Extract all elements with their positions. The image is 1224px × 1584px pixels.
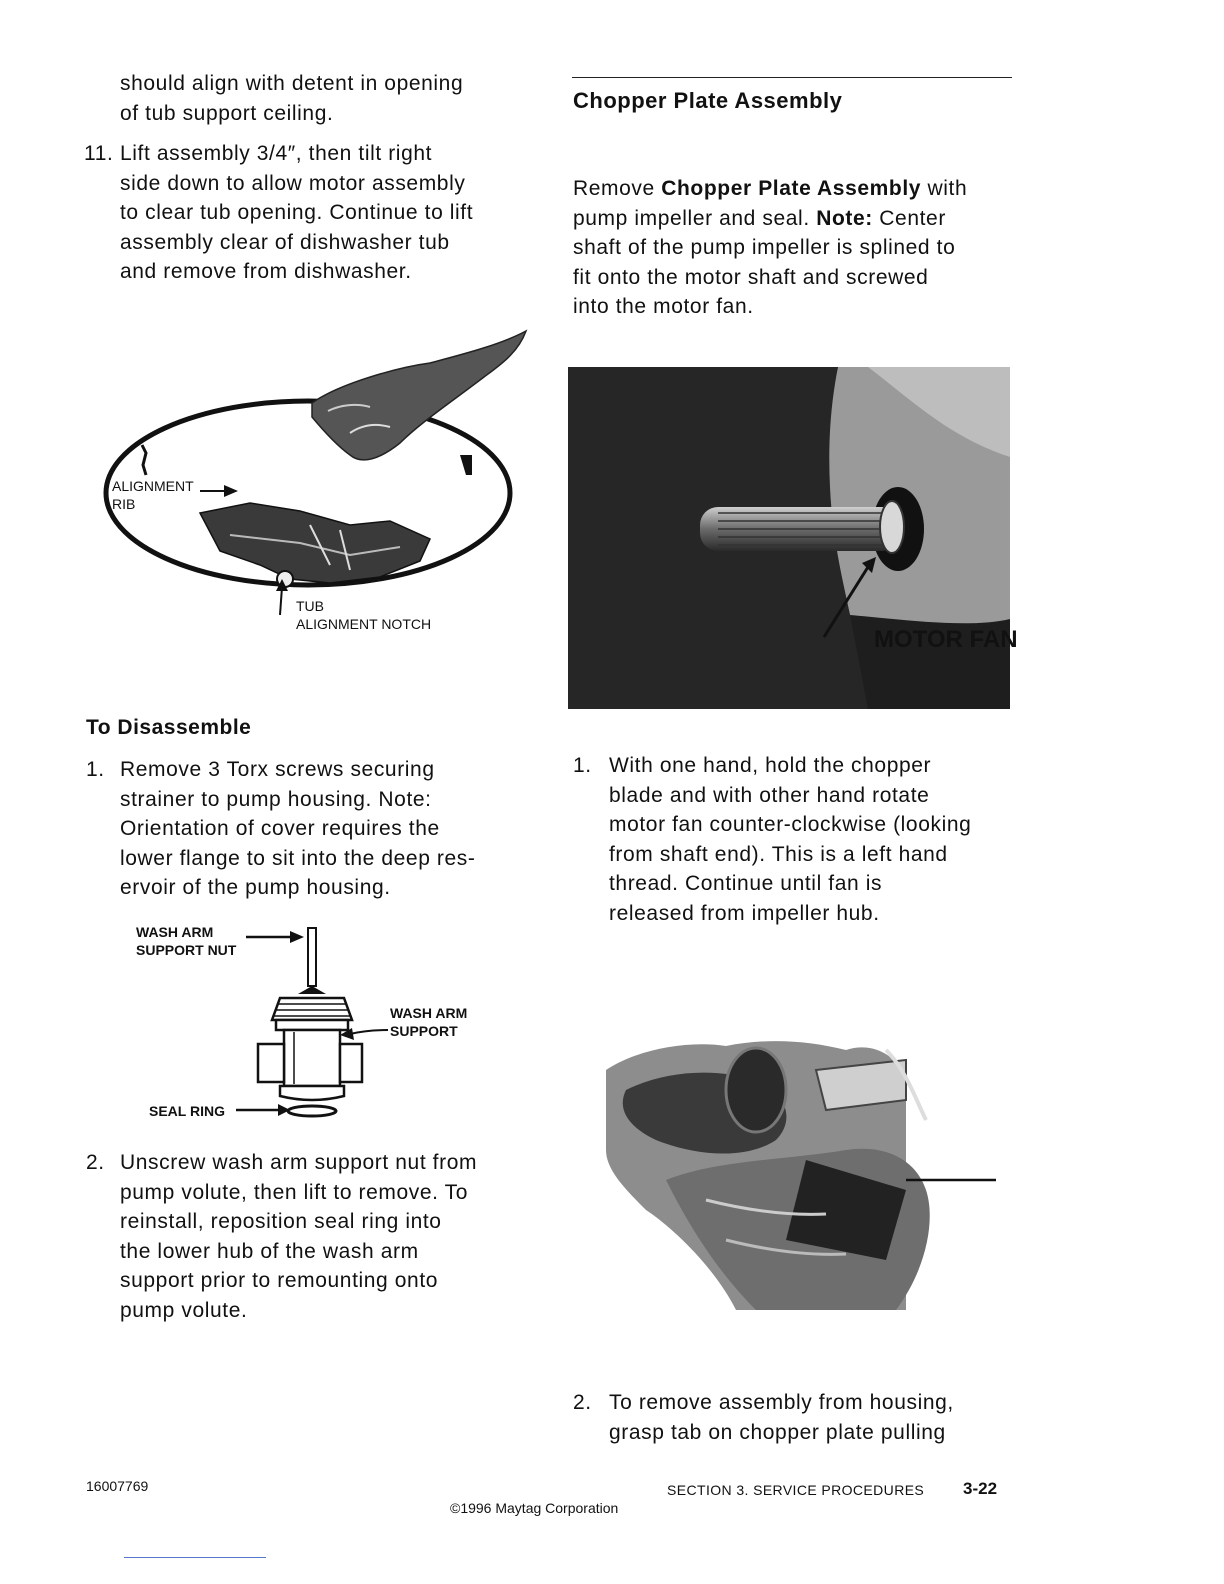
text-run: Center [872,206,946,230]
text-line [573,174,967,204]
footer-doc-number: 16007769 [86,1478,149,1494]
text-line: and remove from dishwasher. [120,260,412,283]
step-number: 2. [86,1151,105,1174]
label-line: WASH ARM [136,924,214,940]
text-line: released from impeller hub. [609,901,880,925]
intro-continued [120,69,463,128]
footer-copyright: ©1996 Maytag Corporation [450,1500,619,1516]
bold-run: Note: [816,206,873,230]
heading-rule [572,77,1012,78]
text-line: side down to allow motor assembly [120,171,466,195]
text-line: pump volute. [120,1298,248,1322]
text-line: Lift assembly 3/4″, then tilt right [120,142,433,165]
footer-decorative-line [124,1557,266,1558]
text-line: ervoir of the pump housing. [120,876,391,899]
text-line: Orientation of cover requires the [120,817,440,840]
text-line: the lower hub of the wash arm [120,1239,419,1263]
text-line: into the motor fan. [573,295,754,318]
text-line: to clear tub opening. Continue to lift [120,201,474,224]
text-line: assembly clear of dishwasher tub [120,230,450,254]
chopper-intro [573,174,967,322]
text-line: To remove assembly from housing, [609,1391,954,1414]
text-line: grasp tab on chopper plate pulling [609,1420,946,1444]
label-line: RIB [112,496,136,512]
photo-label-motor-fan: MOTOR FAN [874,626,1018,653]
text-line: blade and with other hand rotate [609,783,930,807]
text-run: pump impeller and seal. [573,206,817,230]
step-text [609,1388,954,1447]
text-line: motor fan counter-clockwise (looking [609,813,972,836]
step-text [609,751,971,928]
text-line: thread. Continue until fan is [609,872,883,895]
step-number: 2. [573,1391,592,1414]
text-line: Remove 3 Torx screws securing [120,758,435,781]
text-line [573,204,967,234]
label-line: ALIGNMENT [112,478,194,494]
label-line: SUPPORT [390,1023,458,1039]
text-line: should align with detent in opening [120,72,464,95]
text-line: shaft of the pump impeller is splined to [573,236,956,259]
rotate-fan-photo [606,1010,1000,1312]
step-number: 1. [86,758,105,781]
figure-label-wash-arm-support [390,1004,467,1040]
section-heading-disassemble: To Disassemble [86,716,252,739]
text-line: from shaft end). This is a left hand [609,842,948,866]
motor-fan-photo [568,367,1010,709]
figure-label-alignment-rib [112,477,194,513]
bold-run: Chopper Plate Assembly [661,177,922,200]
label-line: TUB [296,598,324,614]
step-number: 11. [84,142,114,165]
text-run: Remove [573,177,662,200]
tub-lift-illustration [100,325,540,615]
text-line: With one hand, hold the chopper [609,754,932,777]
text-line: pump volute, then lift to remove. To [120,1180,469,1204]
footer-section: SECTION 3. SERVICE PROCEDURES [667,1482,925,1498]
step-text [120,755,476,903]
text-line: reinstall, reposition seal ring into [120,1210,442,1233]
footer-page-number: 3-22 [963,1479,998,1498]
figure-label-wash-arm-support-nut [136,923,236,959]
section-heading-chopper-plate: Chopper Plate Assembly [573,88,843,113]
text-line: support prior to remounting onto [120,1269,439,1292]
label-line: WASH ARM [390,1005,468,1021]
text-line: Unscrew wash arm support nut from [120,1151,478,1174]
label-line: ALIGNMENT NOTCH [296,616,432,632]
text-line: strainer to pump housing. Note: [120,787,432,811]
step-text [120,139,473,287]
figure-label-seal-ring: SEAL RING [149,1103,225,1119]
step-number: 1. [573,754,592,777]
label-line: SUPPORT NUT [136,942,237,958]
figure-label-tub-notch [296,597,431,633]
text-run: with [921,177,968,200]
text-line: lower flange to sit into the deep res- [120,846,476,870]
step-text [120,1148,477,1325]
text-line: of tub support ceiling. [120,101,334,125]
text-line: fit onto the motor shaft and screwed [573,265,929,289]
